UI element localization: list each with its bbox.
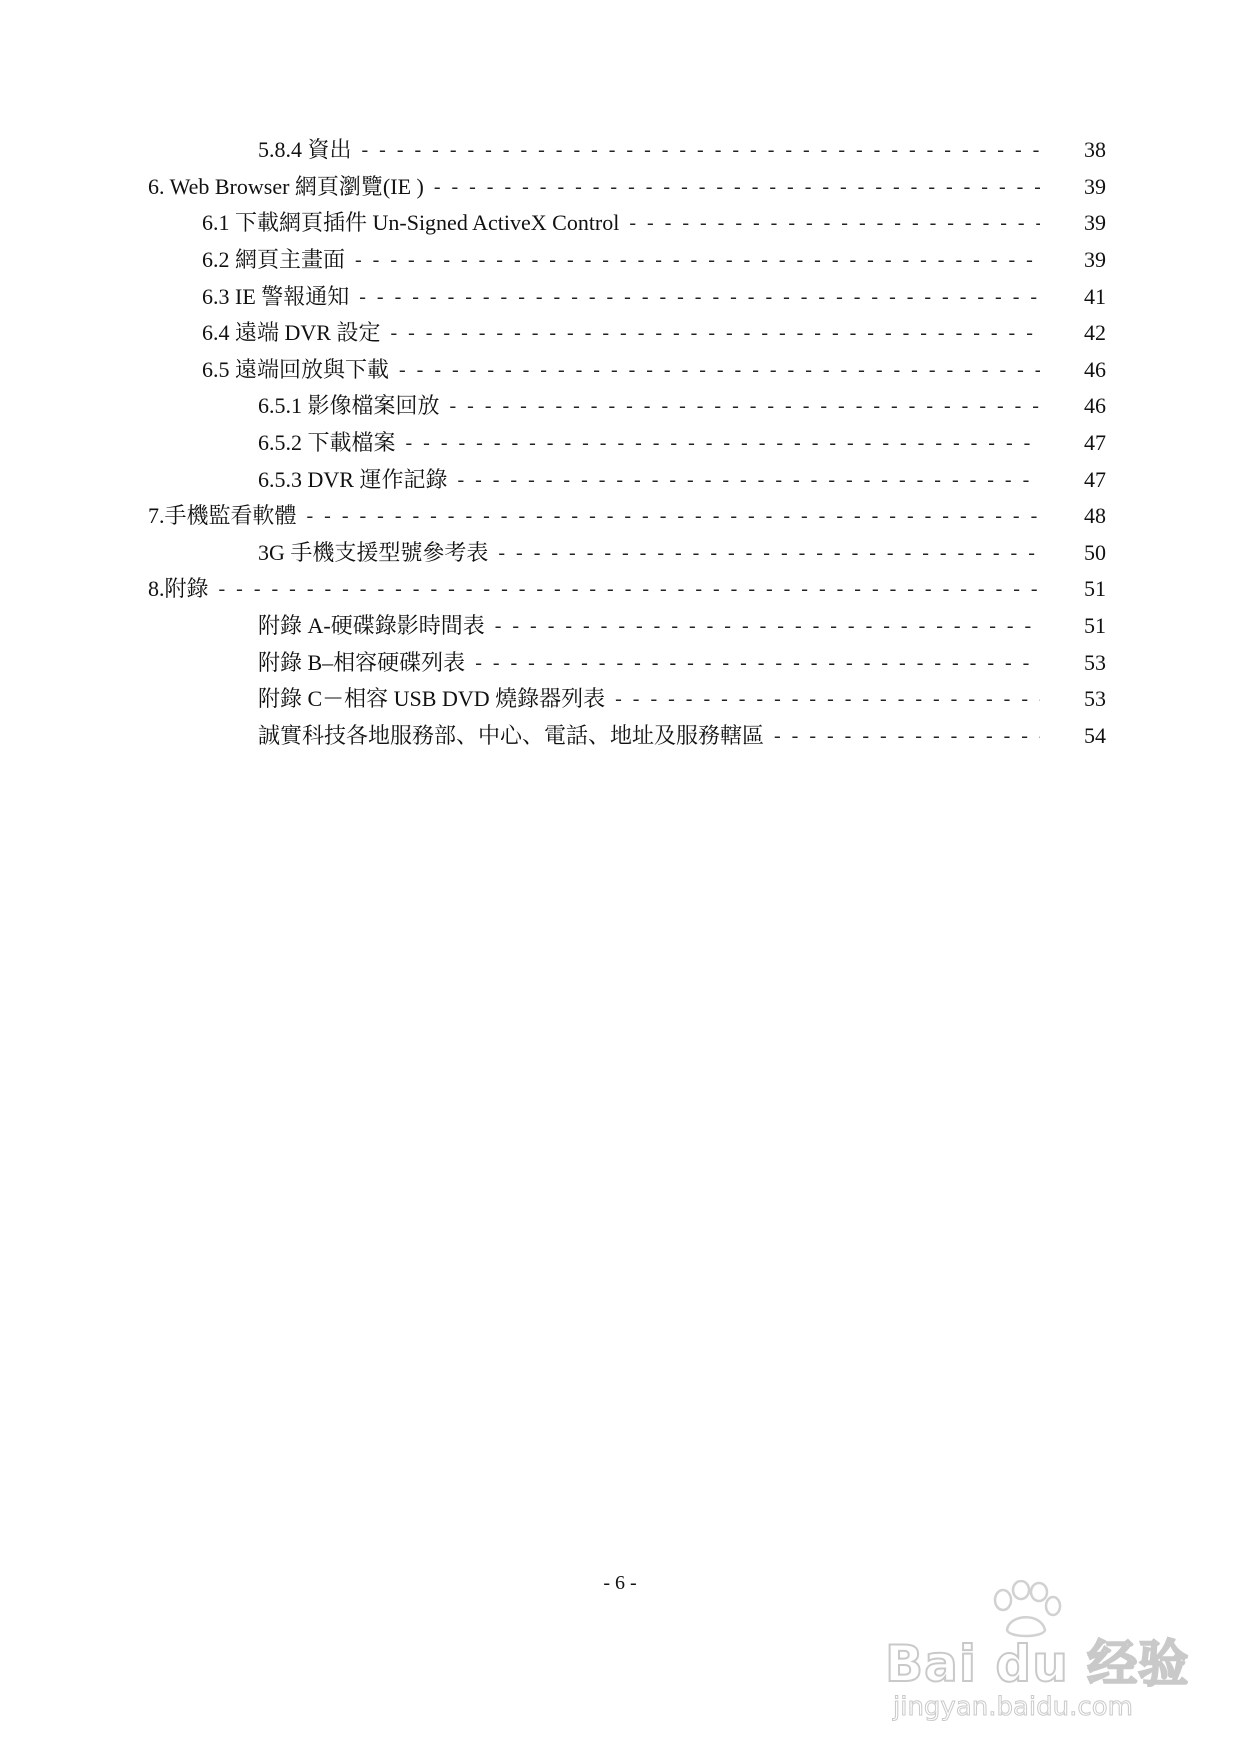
toc-entry[interactable] bbox=[0, 169, 1240, 206]
toc-entry[interactable] bbox=[0, 278, 1240, 315]
toc-entry-title: 6.3 IE 警報通知 bbox=[202, 283, 350, 309]
toc-entry-title: 6. Web Browser 網頁瀏覽(IE ) bbox=[148, 173, 424, 199]
toc-dot-leader bbox=[629, 210, 1040, 236]
toc-dot-leader bbox=[355, 247, 1040, 273]
baidu-jingyan-watermark bbox=[885, 1580, 1190, 1730]
toc-entry[interactable] bbox=[0, 242, 1240, 279]
toc-dot-leader bbox=[498, 540, 1040, 566]
toc-dot-leader bbox=[359, 284, 1040, 310]
toc-entry-title: 附錄 C－相容 USB DVD 燒錄器列表 bbox=[258, 686, 606, 712]
toc-dot-leader bbox=[615, 686, 1040, 712]
page-number: - 6 - bbox=[603, 1572, 637, 1594]
toc-dot-leader bbox=[774, 723, 1040, 749]
toc-entry-page: 46 bbox=[1084, 356, 1106, 382]
toc-entry-title: 5.8.4 資出 bbox=[258, 137, 352, 163]
toc-entry[interactable] bbox=[0, 608, 1240, 645]
toc-dot-leader bbox=[219, 576, 1040, 602]
toc-entry-page: 46 bbox=[1084, 393, 1106, 419]
toc-entry[interactable] bbox=[0, 571, 1240, 608]
toc-entry-title: 6.5.3 DVR 運作記錄 bbox=[258, 466, 448, 492]
toc-entry-title: 6.2 網頁主畫面 bbox=[202, 247, 346, 273]
toc-entry-title: 附錄 A-硬碟錄影時間表 bbox=[258, 613, 485, 639]
toc-entry[interactable] bbox=[0, 205, 1240, 242]
toc-entry-page: 54 bbox=[1084, 722, 1106, 748]
toc-dot-leader bbox=[390, 320, 1040, 346]
toc-entry[interactable] bbox=[0, 718, 1240, 755]
toc-entry-page: 47 bbox=[1084, 430, 1106, 456]
toc-entry-page: 39 bbox=[1084, 247, 1106, 273]
watermark-url: jingyan.baidu.com bbox=[893, 1692, 1133, 1722]
toc-dot-leader bbox=[362, 137, 1040, 163]
table-of-contents bbox=[0, 132, 1240, 754]
toc-dot-leader bbox=[457, 467, 1040, 493]
toc-entry[interactable] bbox=[0, 535, 1240, 572]
toc-dot-leader bbox=[434, 174, 1040, 200]
toc-entry[interactable] bbox=[0, 132, 1240, 169]
toc-entry-page: 51 bbox=[1084, 613, 1106, 639]
toc-entry-title: 誠實科技各地服務部、中心、電話、地址及服務轄區 bbox=[258, 722, 765, 748]
toc-entry-page: 51 bbox=[1084, 576, 1106, 602]
toc-dot-leader bbox=[399, 357, 1040, 383]
toc-entry-page: 50 bbox=[1084, 539, 1106, 565]
toc-entry-title: 3G 手機支援型號參考表 bbox=[258, 539, 489, 565]
toc-entry-title: 7.手機監看軟體 bbox=[148, 503, 297, 529]
toc-dot-leader bbox=[450, 393, 1040, 419]
toc-dot-leader bbox=[495, 613, 1040, 639]
toc-entry[interactable] bbox=[0, 644, 1240, 681]
toc-entry-page: 53 bbox=[1084, 649, 1106, 675]
toc-dot-leader bbox=[475, 650, 1040, 676]
toc-entry[interactable] bbox=[0, 352, 1240, 389]
toc-dot-leader bbox=[406, 430, 1040, 456]
toc-entry[interactable] bbox=[0, 498, 1240, 535]
toc-entry-page: 39 bbox=[1084, 173, 1106, 199]
toc-entry-page: 38 bbox=[1084, 137, 1106, 163]
toc-entry-title: 6.5.1 影像檔案回放 bbox=[258, 393, 440, 419]
watermark-brand: Bai du 经验 bbox=[885, 1635, 1190, 1693]
toc-entry[interactable] bbox=[0, 315, 1240, 352]
toc-entry-page: 39 bbox=[1084, 210, 1106, 236]
toc-entry-page: 41 bbox=[1084, 283, 1106, 309]
toc-entry-page: 42 bbox=[1084, 320, 1106, 346]
toc-entry[interactable] bbox=[0, 681, 1240, 718]
toc-entry[interactable] bbox=[0, 461, 1240, 498]
toc-entry-title: 6.4 遠端 DVR 設定 bbox=[202, 320, 381, 346]
toc-entry-page: 53 bbox=[1084, 686, 1106, 712]
toc-entry-title: 6.1 下載網頁插件 Un-Signed ActiveX Control bbox=[202, 210, 620, 236]
toc-entry-page: 47 bbox=[1084, 466, 1106, 492]
toc-entry[interactable] bbox=[0, 388, 1240, 425]
toc-entry[interactable] bbox=[0, 425, 1240, 462]
toc-entry-page: 48 bbox=[1084, 503, 1106, 529]
toc-entry-title: 附錄 B–相容硬碟列表 bbox=[258, 649, 466, 675]
toc-dot-leader bbox=[307, 503, 1040, 529]
toc-entry-title: 8.附錄 bbox=[148, 576, 209, 602]
toc-entry-title: 6.5 遠端回放與下載 bbox=[202, 356, 390, 382]
toc-entry-title: 6.5.2 下載檔案 bbox=[258, 430, 396, 456]
